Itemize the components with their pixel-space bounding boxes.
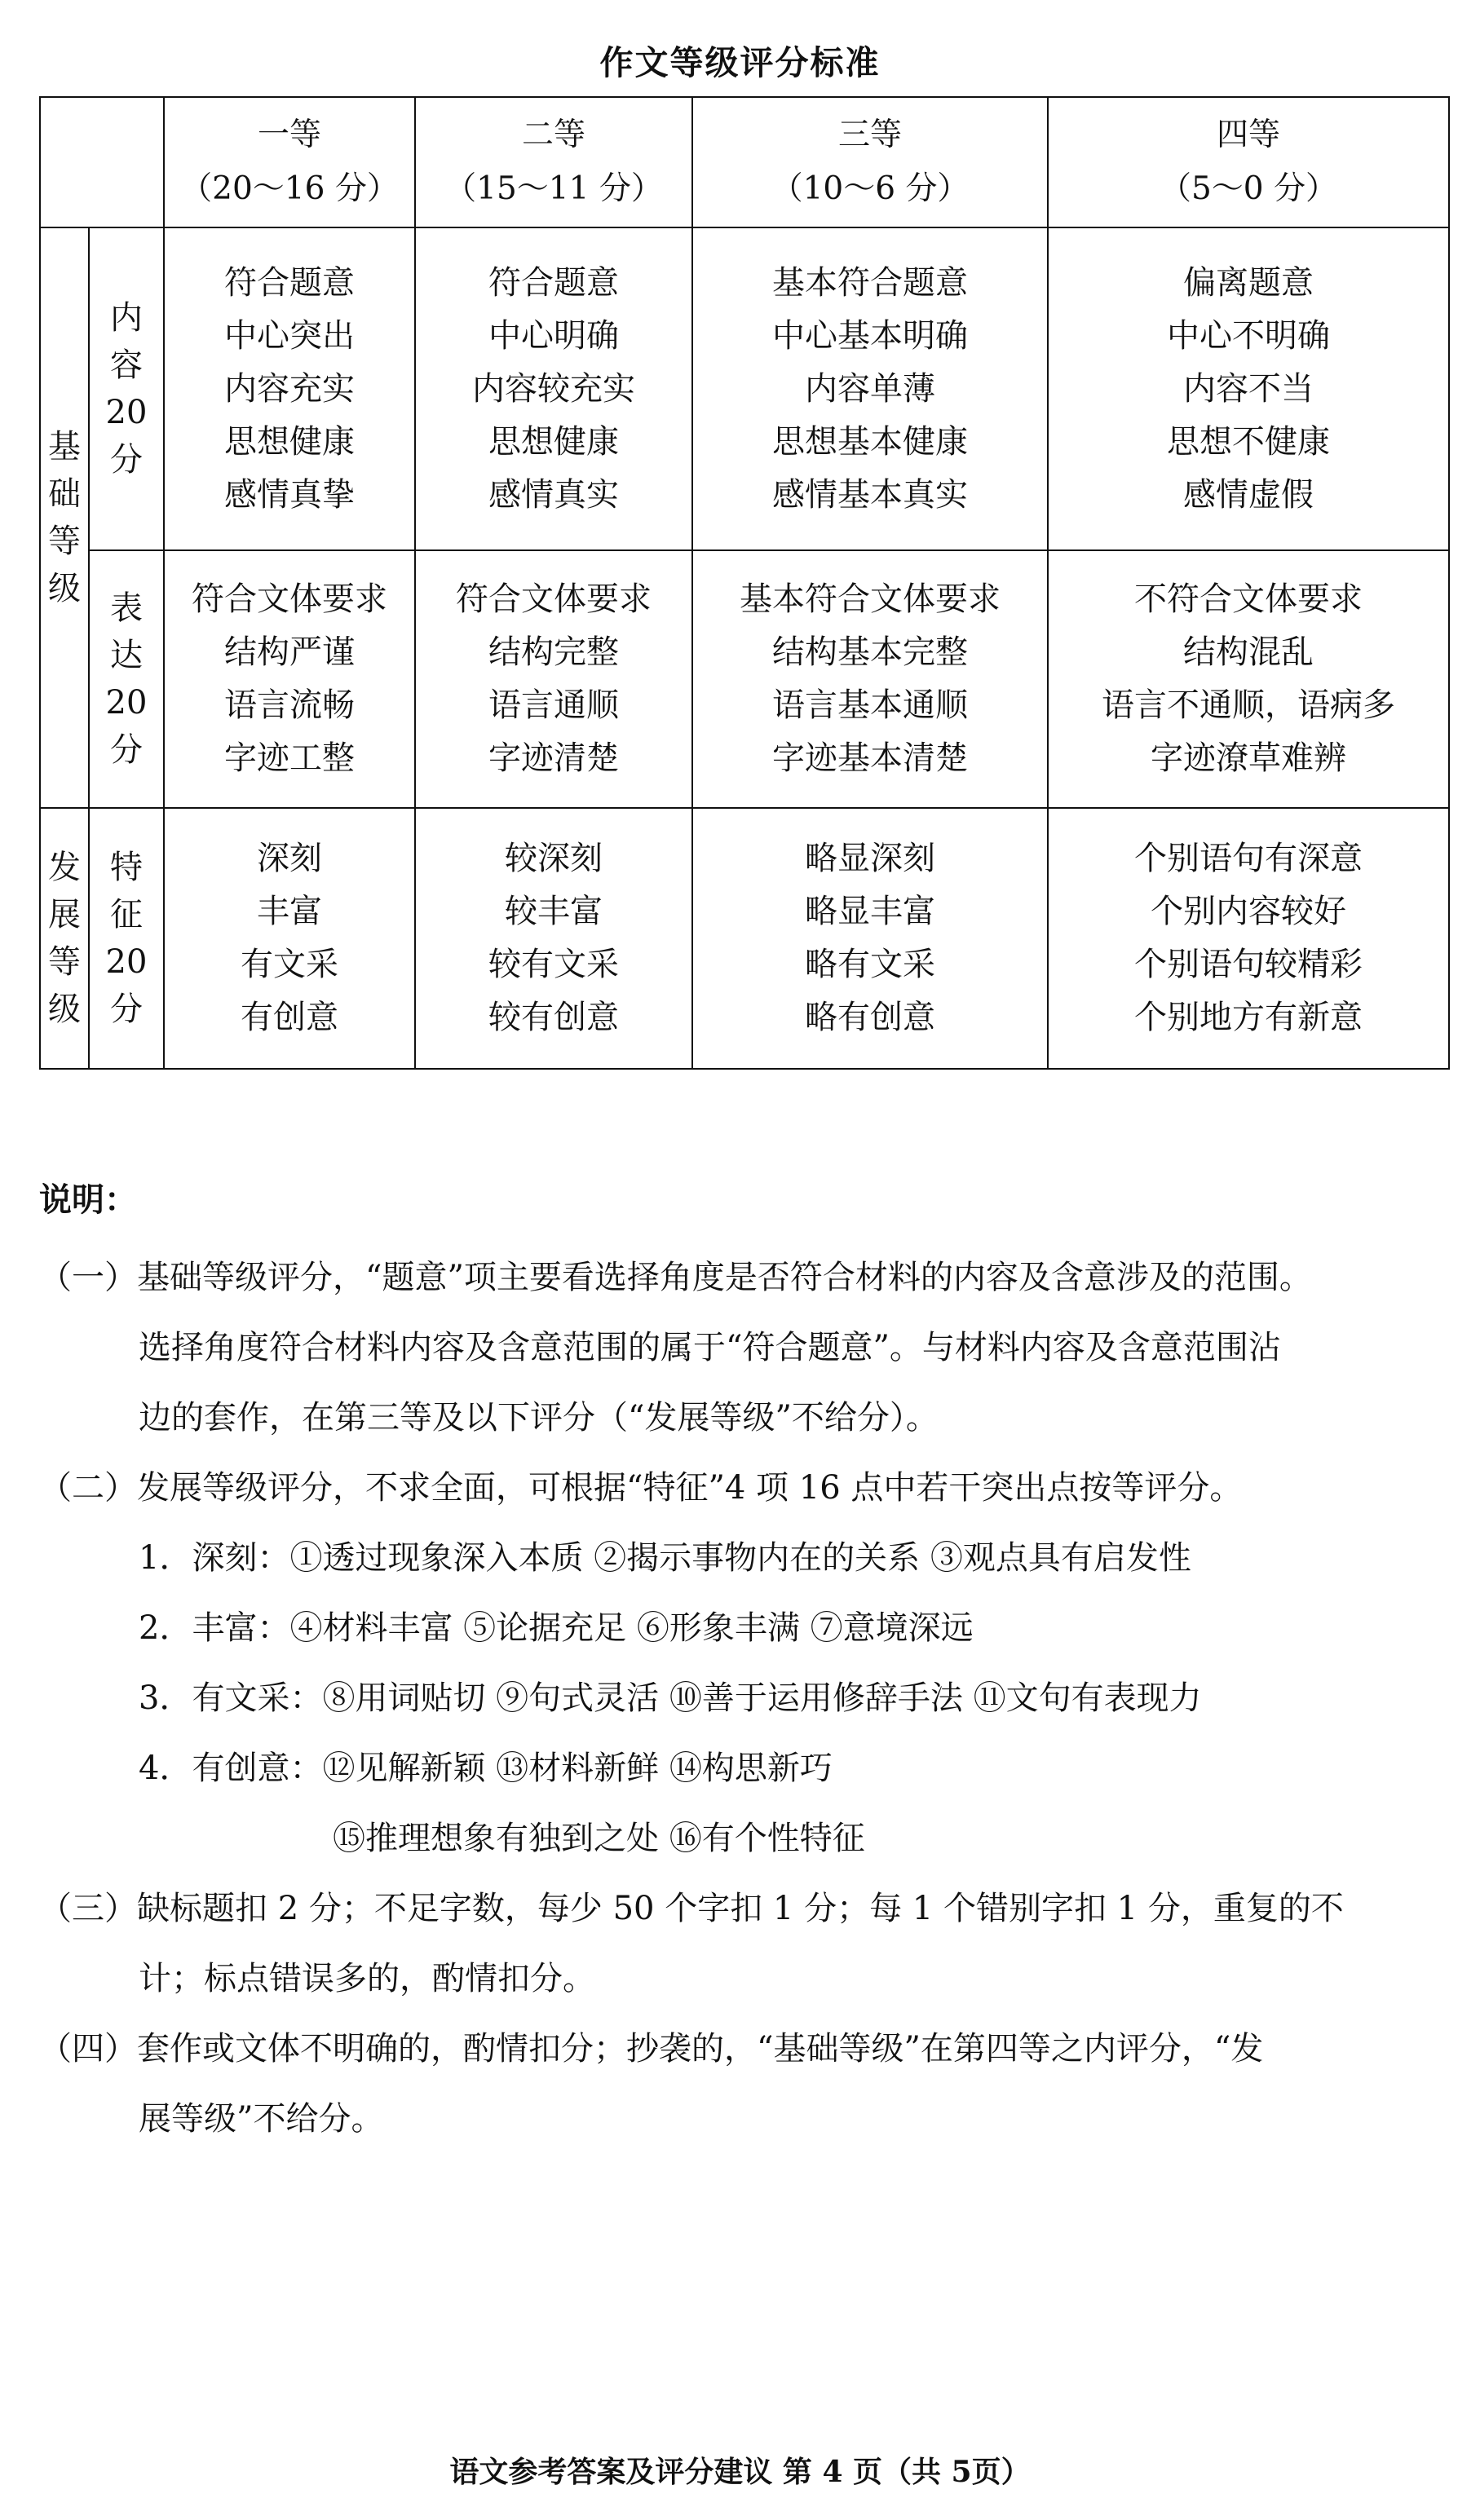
note-line: （二）发展等级评分，不求全面，可根据“特征”4 项 16 点中若干突出点按等评分。 bbox=[39, 1469, 1243, 1507]
criteria-cell: 基本符合题意 中心基本明确 内容单薄 思想基本健康 感情基本真实 bbox=[692, 227, 1048, 550]
criteria-cell: 符合文体要求 结构严谨 语言流畅 字迹工整 bbox=[164, 550, 415, 808]
note-item: ⑮推理想象有独到之处 ⑯有个性特征 bbox=[333, 1820, 865, 1857]
note-line: （四）套作或文体不明确的，酌情扣分；抄袭的，“基础等级”在第四等之内评分，“发 bbox=[39, 2030, 1264, 2068]
header-row bbox=[40, 97, 1449, 227]
note-3 bbox=[39, 1873, 1458, 2014]
criteria-cell: 不符合文体要求 结构混乱 语言不通顺，语病多 字迹潦草难辨 bbox=[1048, 550, 1449, 808]
note-line: 边的套作，在第三等及以下评分（“发展等级”不给分）。 bbox=[139, 1399, 939, 1437]
grade-header: 三等 （10～6 分） bbox=[692, 97, 1048, 227]
grade-header: 二等 （15～11 分） bbox=[415, 97, 692, 227]
row-label-content: 内 容 20 分 bbox=[89, 227, 164, 550]
note-item: 4．有创意：⑫见解新颖 ⑬材料新鲜 ⑭构思新巧 bbox=[139, 1750, 833, 1787]
corner-cell bbox=[40, 97, 164, 227]
criteria-cell: 个别语句有深意 个别内容较好 个别语句较精彩 个别地方有新意 bbox=[1048, 808, 1449, 1069]
grade-header: 四等 （5～0 分） bbox=[1048, 97, 1449, 227]
row-label-features: 特 征 20 分 bbox=[89, 808, 164, 1069]
table-row-content bbox=[40, 227, 1449, 550]
note-line: 计；标点错误多的，酌情扣分。 bbox=[139, 1960, 595, 1997]
note-line: （一）基础等级评分，“题意”项主要看选择角度是否符合材料的内容及含意涉及的范围。 bbox=[39, 1259, 1312, 1296]
grade-header: 一等 （20～16 分） bbox=[164, 97, 415, 227]
note-line: （三）缺标题扣 2 分；不足字数，每少 50 个字扣 1 分；每 1 个错别字扣 1 分，重复的不 bbox=[39, 1890, 1344, 1927]
note-1 bbox=[39, 1242, 1458, 1453]
notes-section bbox=[39, 1176, 1458, 2154]
note-item: 1．深刻：①透过现象深入本质 ②揭示事物内在的关系 ③观点具有启发性 bbox=[139, 1539, 1191, 1577]
page-footer: 语文参考答案及评分建议 第 4 页（共 5页） bbox=[449, 2455, 1031, 2489]
group-label-basic: 基 础 等 级 bbox=[40, 227, 89, 808]
criteria-cell: 偏离题意 中心不明确 内容不当 思想不健康 感情虚假 bbox=[1048, 227, 1449, 550]
notes-heading: 说明： bbox=[39, 1181, 137, 1219]
table-row-features bbox=[40, 808, 1449, 1069]
note-2 bbox=[39, 1453, 1458, 1873]
group-label-development: 发 展 等 级 bbox=[40, 808, 89, 1069]
criteria-cell: 较深刻 较丰富 较有文采 较有创意 bbox=[415, 808, 692, 1069]
page-title: 作文等级评分标准 bbox=[599, 43, 881, 82]
row-label-expression: 表 达 20 分 bbox=[89, 550, 164, 808]
note-line: 选择角度符合材料内容及含意范围的属于“符合题意”。与材料内容及含意范围沾 bbox=[139, 1329, 1281, 1366]
scoring-table bbox=[39, 96, 1450, 1070]
criteria-cell: 符合题意 中心突出 内容充实 思想健康 感情真挚 bbox=[164, 227, 415, 550]
note-4 bbox=[39, 2014, 1458, 2154]
note-item: 3．有文采：⑧用词贴切 ⑨句式灵活 ⑩善于运用修辞手法 ⑪文句有表现力 bbox=[139, 1679, 1202, 1717]
criteria-cell: 基本符合文体要求 结构基本完整 语言基本通顺 字迹基本清楚 bbox=[692, 550, 1048, 808]
criteria-cell: 略显深刻 略显丰富 略有文采 略有创意 bbox=[692, 808, 1048, 1069]
criteria-cell: 符合文体要求 结构完整 语言通顺 字迹清楚 bbox=[415, 550, 692, 808]
note-line: 展等级”不给分。 bbox=[139, 2100, 384, 2138]
criteria-cell: 深刻 丰富 有文采 有创意 bbox=[164, 808, 415, 1069]
table-row-expression bbox=[40, 550, 1449, 808]
criteria-cell: 符合题意 中心明确 内容较充实 思想健康 感情真实 bbox=[415, 227, 692, 550]
note-item: 2．丰富：④材料丰富 ⑤论据充足 ⑥形象丰满 ⑦意境深远 bbox=[139, 1609, 974, 1647]
